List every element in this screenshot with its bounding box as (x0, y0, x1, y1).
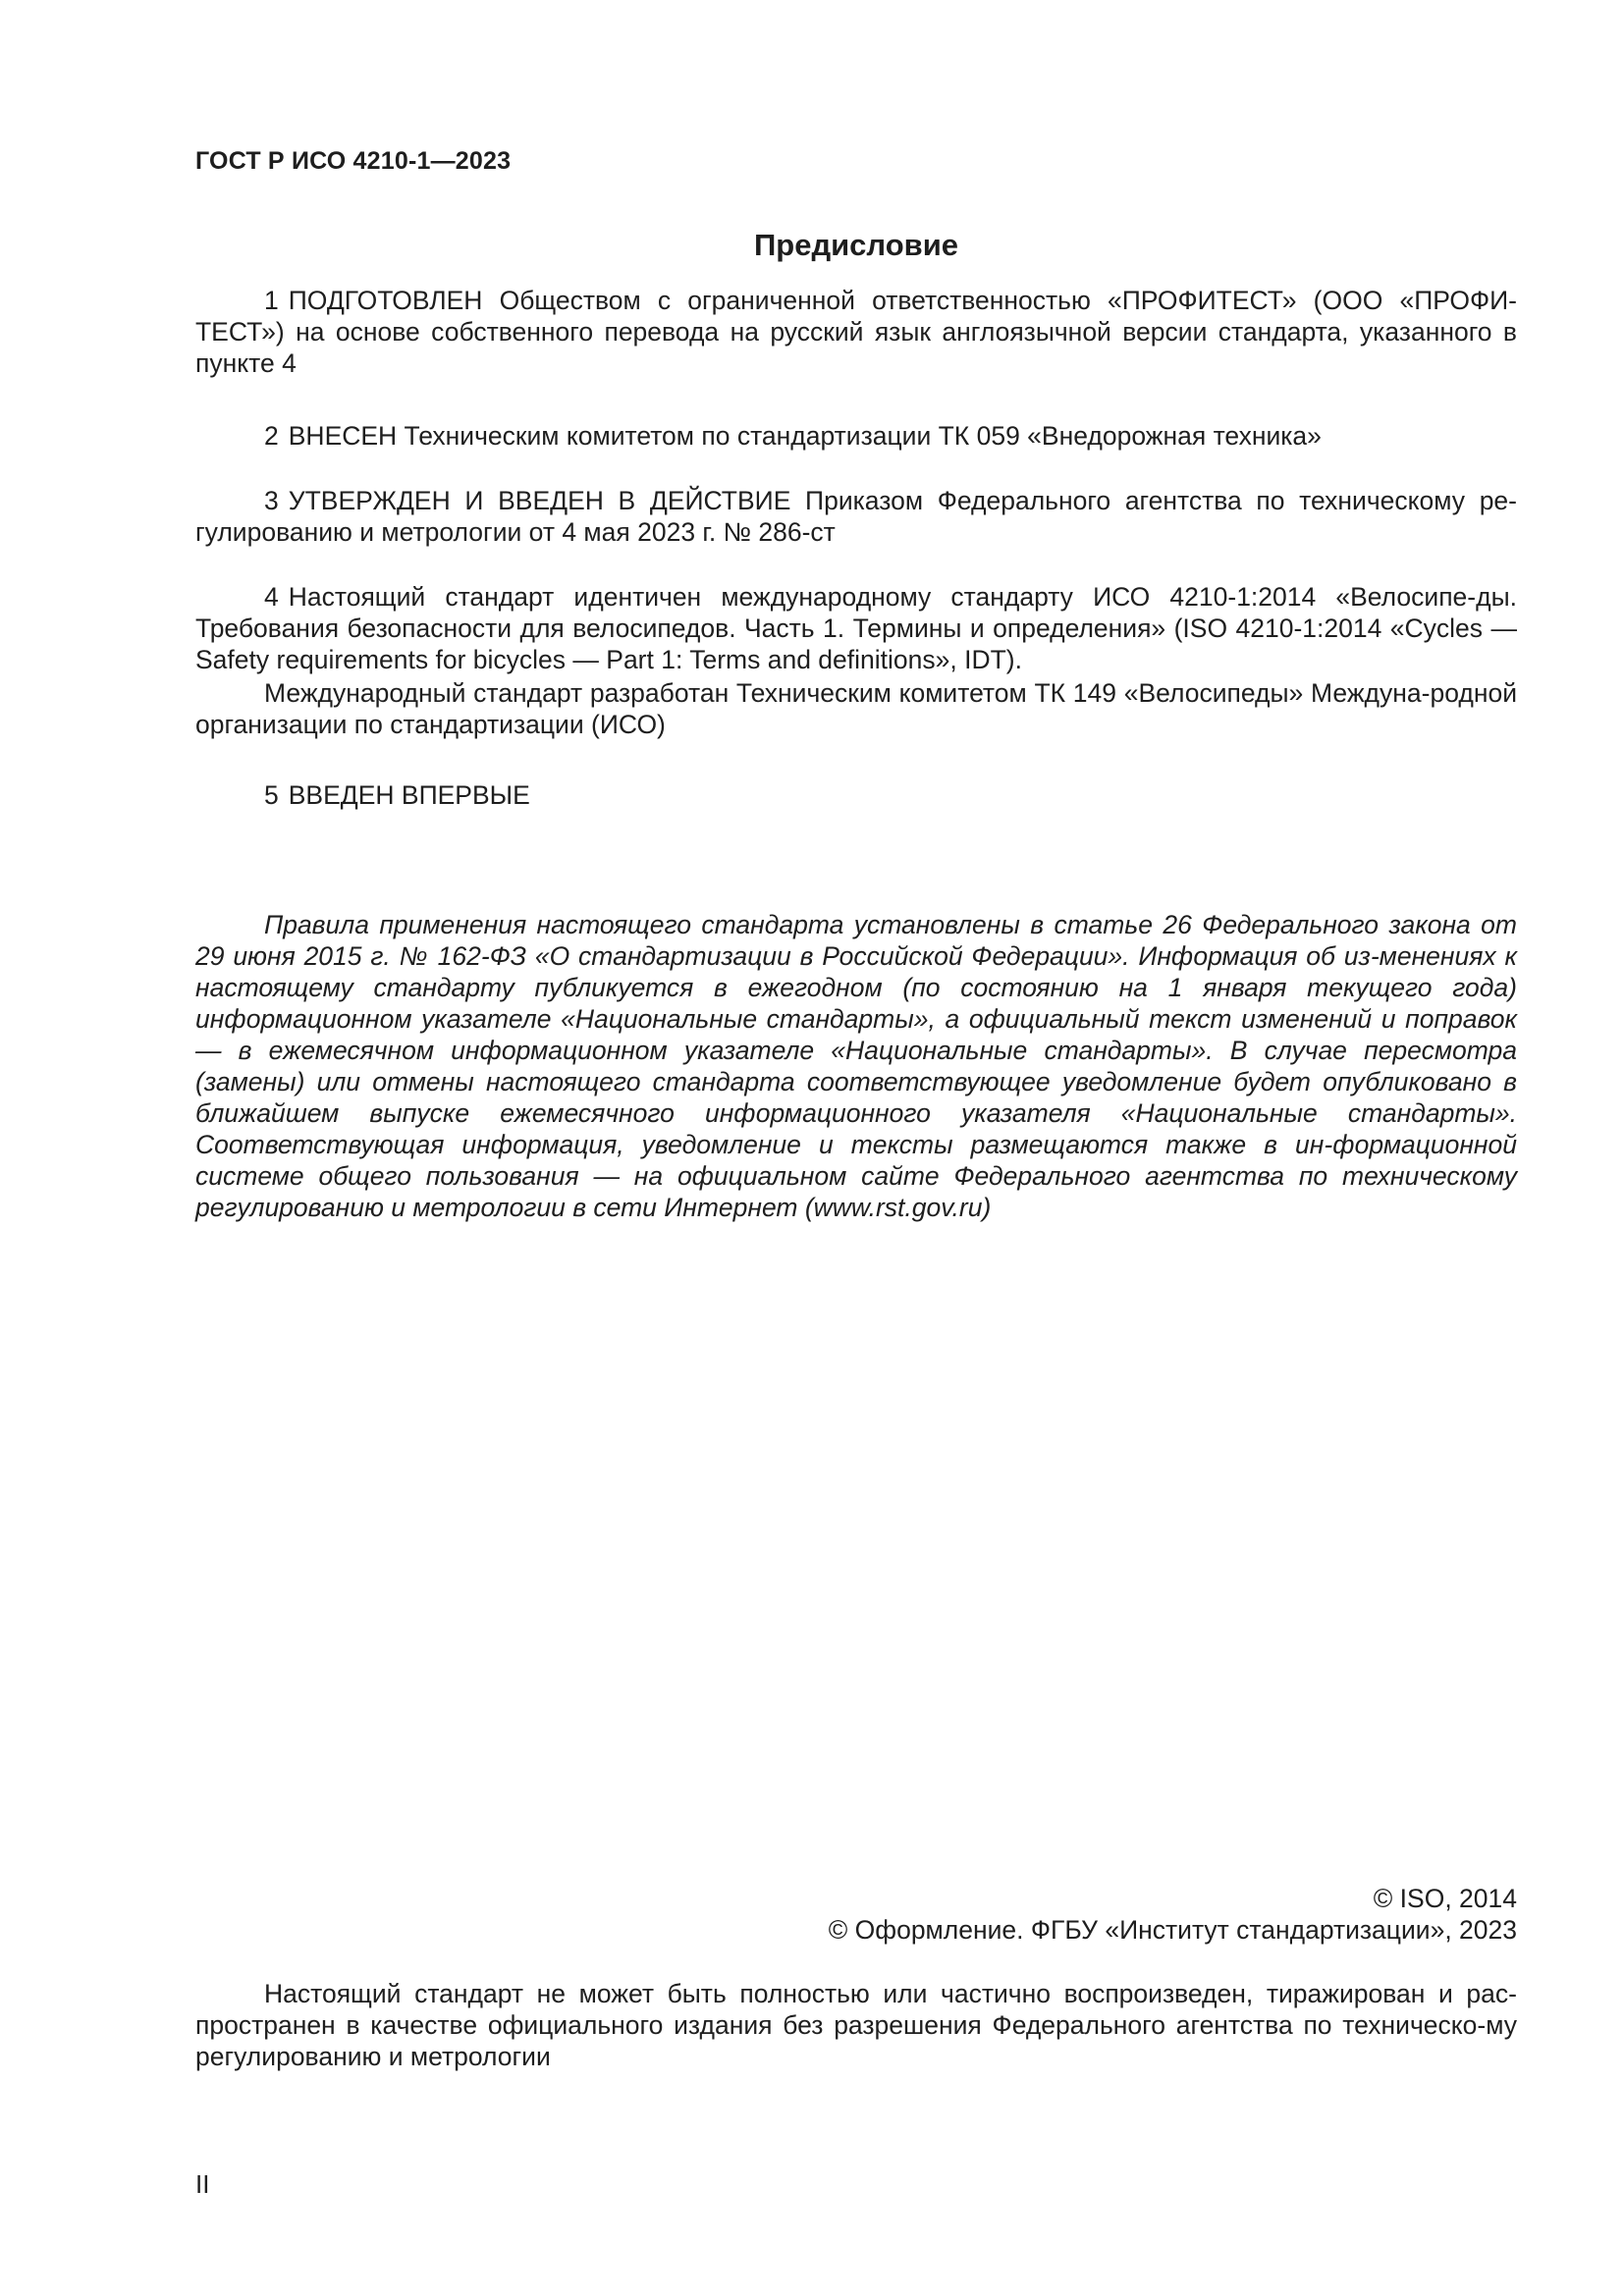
item-text: ВВЕДЕН ВПЕРВЫЕ (288, 780, 530, 810)
reproduction-notice: Настоящий стандарт не может быть полностью или частично воспроизведен, тиражирован и рас-пространен в качестве официального издания без разрешения Федерального агентства по техническо-му регулированию и метрологии (195, 1979, 1517, 2071)
foreword-item-1 (195, 285, 1517, 379)
item-text: Международный стандарт разработан Техническим комитетом ТК 149 «Велосипеды» Междуна-родной организации по стандартизации (ИСО) (195, 678, 1517, 739)
foreword-item-5 (195, 779, 1517, 811)
foreword-item-3 (195, 485, 1517, 548)
item-number: 3 (264, 486, 279, 515)
item-number: 4 (264, 582, 279, 612)
foreword-item-4-continuation (195, 677, 1517, 740)
foreword-item-2 (195, 420, 1517, 452)
copyright-design: © Оформление. ФГБУ «Институт стандартизации», 2023 (828, 1915, 1517, 1945)
item-text: ПОДГОТОВЛЕН Обществом с ограниченной ответственностью «ПРОФИТЕСТ» (ООО «ПРОФИ-ТЕСТ») на основе собственного перевода на русский язык англоязычной версии стандарта, указанного в пункте 4 (195, 286, 1517, 378)
page-number: II (195, 2169, 210, 2199)
item-number: 2 (264, 421, 279, 451)
item-text: Настоящий стандарт идентичен международному стандарту ИСО 4210-1:2014 «Велосипе-ды. Требования безопасности для велосипедов. Часть 1. Термины и определения» (ISO 4210-1:2014 «Cycles — Safety requirements for bicycles — Part 1: Terms and definitions», IDT). (195, 582, 1517, 674)
application-rules-text: Правила применения настоящего стандарта установлены в статье 26 Федерального закона от 29 июня 2015 г. № 162-ФЗ «О стандартизации в Российской Федерации». Информация об из-менениях к настоящему стандарту публикуется в ежегодном (по состоянию на 1 января текущего года) информационном указателе «Национальные стандарты», а официальный текст изменений и поправок — в ежемесячном информационном указателе «Национальные стандарты». В случае пересмотра (замены) или отмены настоящего стандарта соответствующее уведомление будет опубликовано в ближайшем выпуске ежемесячного информационного указателя «Национальные стандарты». Соответствующая информация, уведомление и тексты размещаются также в ин-формационной системе общего пользования — на официальном сайте Федерального агентства по техническому регулированию и метрологии в сети Интернет (www.rst.gov.ru) (195, 910, 1517, 1222)
item-text: ВНЕСЕН Техническим комитетом по стандартизации ТК 059 «Внедорожная техника» (288, 421, 1322, 451)
foreword-item-4 (195, 581, 1517, 675)
item-text: УТВЕРЖДЕН И ВВЕДЕН В ДЕЙСТВИЕ Приказом Федерального агентства по техническому ре-гулированию и метрологии от 4 мая 2023 г. № 286-ст (195, 486, 1517, 547)
page-title: Предисловие (753, 228, 958, 262)
copyright-iso: © ISO, 2014 (1373, 1884, 1517, 1913)
item-number: 1 (264, 286, 279, 315)
item-number: 5 (264, 780, 279, 810)
document-header: ГОСТ Р ИСО 4210-1—2023 (195, 147, 512, 175)
